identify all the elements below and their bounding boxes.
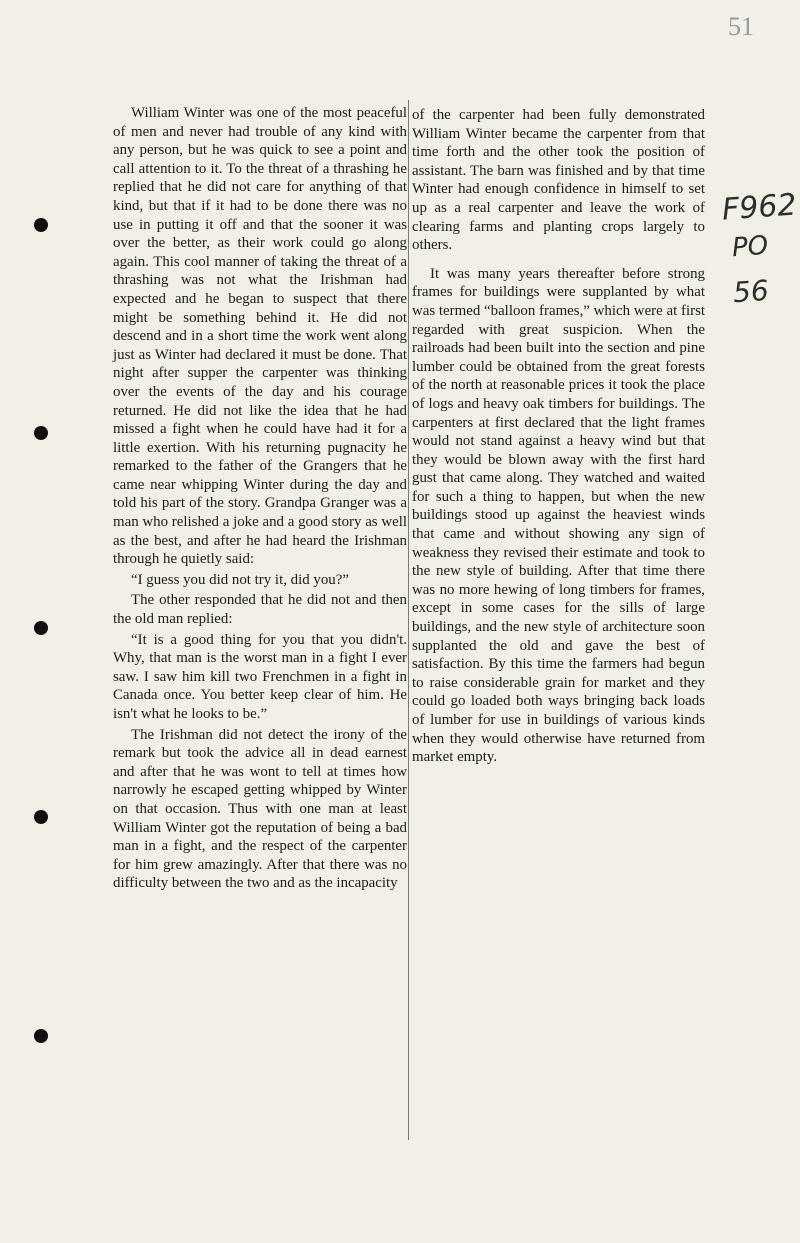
left-column xyxy=(113,104,407,893)
handwritten-note-1: F962 xyxy=(720,187,798,228)
binder-hole xyxy=(34,621,48,635)
paragraph: The Irishman did not detect the irony of the remark but took the advice all in dead earnest and after that he was wont to tell at times how narrowly he escaped getting whipped by Winter on that occasion. Thus with one man at least William Winter got the reputation of being a bad man in a fight, and the respect of the carpenter for him grew amazingly. After that there was no difficulty between the two and as the incapacity xyxy=(113,726,407,892)
binder-hole xyxy=(34,218,48,232)
paragraph: The other responded that he did not and then the old man replied: xyxy=(113,592,407,628)
binder-hole xyxy=(34,810,48,824)
binder-hole xyxy=(34,426,48,440)
column-divider xyxy=(408,100,409,1140)
binder-hole xyxy=(34,1029,48,1043)
handwritten-note-3: 56 xyxy=(731,273,770,310)
paragraph: It was many years thereafter before strong frames for buildings were supplanted by what was termed “balloon frames,” which were at first regarded with great suspicion. When the railroads had been built into the section and pine lumber could be obtained from the great forests of the north at reasonable prices it took the place of logs and heavy oak timbers for buildings. The carpenters at first declared that the light frames would not stand against a heavy wind but that they would be blown away with the first hard gust that came along. They watched and waited for such a thing to happen, but when the new buildings stood up against the heaviest winds that came and without showing any sign of weakness they revised their estimate and took to the new style of building. After that time there was no more hewing of long timbers for frames, except in some cases for the sills of large buildings, and the new style of architecture soon supplanted the old and gave the best of satisfaction. By this time the farmers had begun to raise considerable grain for market and they could go loaded both ways bringing back loads of lumber for use in buildings of various kinds when they would otherwise have returned from market empty. xyxy=(412,265,705,766)
page-number: 51 xyxy=(728,12,754,41)
right-column xyxy=(412,106,705,767)
handwritten-note-2: PO xyxy=(730,230,770,264)
paragraph: “I guess you did not try it, did you?” xyxy=(131,571,349,588)
paragraph: “It is a good thing for you that you didn't. Why, that man is the worst man in a fight I ever saw. I saw him kill two Frenchmen in a fight in Canada once. You better keep clear of him. He isn't what he looks to be.” xyxy=(113,631,407,722)
paragraph: of the carpenter had been fully demonstrated William Winter became the carpenter from that time forth and the other took the position of assistant. The barn was finished and by that time Winter had enough confidence in himself to set up as a real carpenter and leave the work of clearing farms and planting crops largely to others. xyxy=(412,107,705,254)
paragraph: William Winter was one of the most peaceful of men and never had trouble of any kind with any person, but he was quick to see a point and call attention to it. To the threat of a thrashing he replied that he did not care for anything of that kind, but that if it had to be done there was no use in putting it off and that the sooner it was over the better, as their work could go along again. This cool manner of taking the threat of a thrashing was not what the Irishman had expected and he began to suspect that there might be something behind it. He did not descend and in a short time the work went along just as Winter had declared it must be done. That night after supper the carpenter was thinking over the events of the day and his courage returned. He did not like the idea that he had missed a fight when he could have had it for a little exertion. With his returning pugnacity he remarked to the father of the Grangers that he came near whipping Winter during the day and told his part of the story. Grandpa Granger was a man who relished a joke and a good story as well as the best, and after he had heard the Irishman through he quietly said: xyxy=(113,105,407,568)
